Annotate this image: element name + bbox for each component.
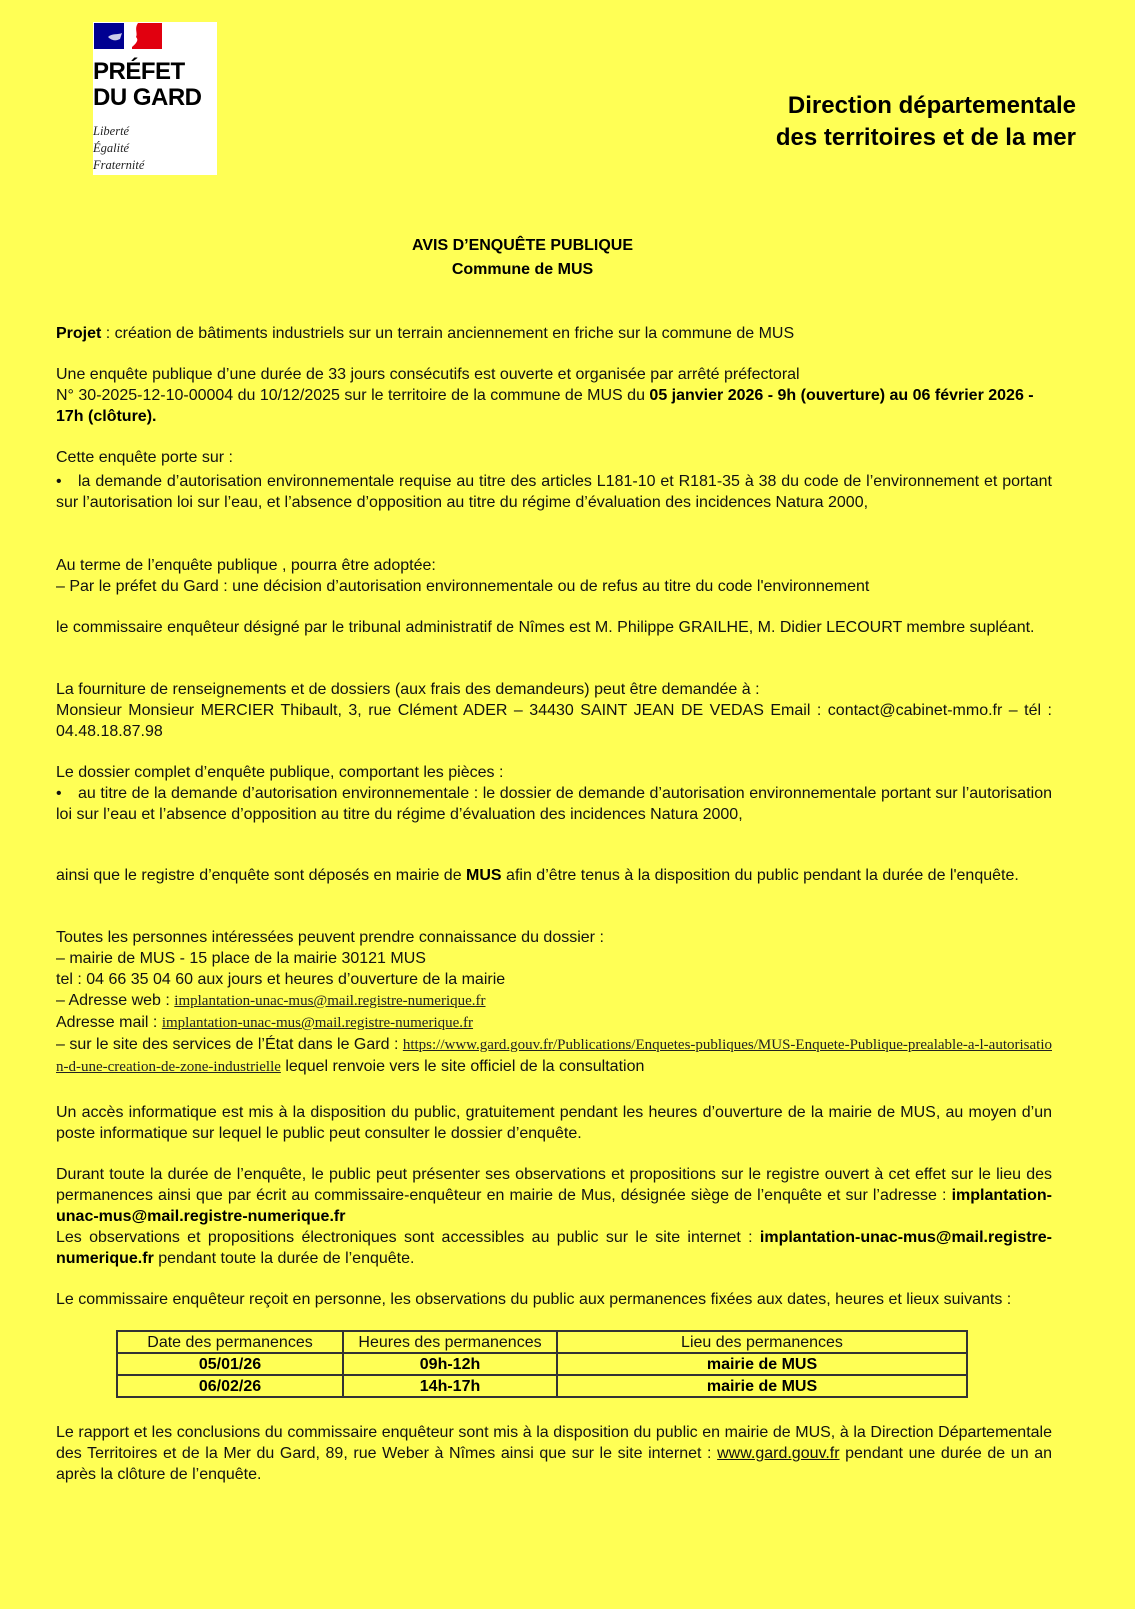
consultation-section xyxy=(56,927,1052,1078)
permanences-intro xyxy=(56,1289,1052,1310)
porte-section xyxy=(56,447,1052,513)
cell-heures: 09h-12h xyxy=(343,1353,557,1375)
fourniture-contact: Monsieur Monsieur MERCIER Thibault, 3, rue Clément ADER – 34430 SAINT JEAN DE VEDAS Email : contact@cabinet-mmo.fr – tél : 04.48.18.87.98 xyxy=(56,702,1052,740)
fourniture-section xyxy=(56,679,1052,742)
enquete-dates: 05 janvier 2026 - 9h (ouverture) au 06 février 2026 - 17h (clôture). xyxy=(56,387,1034,425)
consultation-mairie: – mairie de MUS - 15 place de la mairie 30121 MUS xyxy=(56,950,426,967)
terme-item: – Par le préfet du Gard : une décision d’autorisation environnementale ou de refus au titre du code l'environnement xyxy=(56,578,870,595)
cell-heures: 14h-17h xyxy=(343,1375,557,1397)
registre-before: ainsi que le registre d’enquête sont déposés en mairie de xyxy=(56,867,467,884)
rapport-after: pendant une durée de un an après la clôture de l’enquête. xyxy=(56,1445,1052,1483)
fourniture-intro: La fourniture de renseignements et de dossiers (aux frais des demandeurs) peut être demandée à : xyxy=(56,681,760,698)
dossier-section xyxy=(56,762,1052,825)
observations-text2: Les observations et propositions électroniques sont accessibles au public sur le site internet : xyxy=(56,1229,760,1246)
site-link[interactable]: https://www.gard.gouv.fr/Publications/Enquetes-publiques/MUS-Enquete-Publique-prealable-a-l-autorisation-d-une-creation-de-zone-industrielle xyxy=(56,1037,1052,1075)
table-row xyxy=(117,1375,967,1397)
porte-bullet: la demande d’autorisation environnementale requise au titre des articles L181-10 et R181-35 à 38 du code de l’environnement et portant sur l’autorisation loi sur l’eau, et l’absence d’opposition au titre du régime d’évaluation des incidences Natura 2000, xyxy=(56,473,1052,511)
permanences-table xyxy=(116,1330,968,1398)
observations-text1: Durant toute la durée de l’enquête, le public peut présenter ses observations et propositions sur le registre ouvert à cet effet sur le lieu des permanences ainsi que par écrit au commissaire-enquêteur en mairie de Mus, désignée siège de l’enquête et sur l’adresse : xyxy=(56,1166,1052,1204)
header-heures: Heures des permanences xyxy=(343,1331,557,1353)
observations-email1[interactable]: implantation-unac-mus@mail.registre-numerique.fr xyxy=(56,1187,1052,1225)
projet-label: Projet xyxy=(56,325,102,342)
rapport-text: Le rapport et les conclusions du commissaire enquêteur sont mis à la disposition du public en mairie de MUS, à la Direction Départementale des Territoires et de la Mer du Gard, 89, rue Weber à Nîmes ainsi que sur le site internet : xyxy=(56,1424,1052,1462)
enquete-line1: Une enquête publique d’une durée de 33 jours consécutifs est ouverte et organisée par arrêté préfectoral xyxy=(56,366,800,383)
rapport-paragraph xyxy=(56,1422,1052,1485)
cell-date: 05/01/26 xyxy=(117,1353,343,1375)
cell-lieu: mairie de MUS xyxy=(557,1375,967,1397)
marianne-flag-icon xyxy=(94,23,162,49)
motto-liberte: Liberté xyxy=(93,124,130,138)
observations-email2[interactable]: implantation-unac-mus@mail.registre-numerique.fr xyxy=(56,1229,1052,1267)
consultation-intro: Toutes les personnes intéressées peuvent prendre connaissance du dossier : xyxy=(56,929,604,946)
observations-text3: pendant toute la durée de l’enquête. xyxy=(153,1250,415,1267)
acces-text: Un accès informatique est mis à la disposition du public, gratuitement pendant les heures d’ouverture de la mairie de MUS, au moyen d’un poste informatique sur lequel le public peut consulter le dossier d’enquête. xyxy=(56,1104,1052,1142)
observations-section xyxy=(56,1164,1052,1269)
consultation-tel: tel : 04 66 35 04 60 aux jours et heures d’ouverture de la mairie xyxy=(56,971,506,988)
acces-paragraph xyxy=(56,1102,1052,1144)
mail-link[interactable]: implantation-unac-mus@mail.registre-numerique.fr xyxy=(161,1015,474,1031)
table-header-row xyxy=(117,1331,967,1353)
org-line1: Direction départementale xyxy=(787,92,1076,119)
registre-after: afin d’être tenus à la disposition du public pendant la durée de l'enquête. xyxy=(501,867,1019,884)
prefet-logo xyxy=(93,22,217,175)
porte-intro: Cette enquête porte sur : xyxy=(56,449,233,466)
table-row xyxy=(117,1353,967,1375)
commissaire-text: le commissaire enquêteur désigné par le tribunal administratif de Nîmes est M. Philippe GRAILHE, M. Didier LECOURT membre supléant. xyxy=(56,619,1035,636)
cell-date: 06/02/26 xyxy=(117,1375,343,1397)
motto-fraternite: Fraternité xyxy=(93,158,145,172)
web-label: – Adresse web : xyxy=(56,992,175,1009)
logo-line1: PRÉFET xyxy=(93,58,185,85)
organization-header xyxy=(776,90,1076,154)
mail-label: Adresse mail : xyxy=(56,1014,162,1031)
bullet-icon: • xyxy=(56,785,62,802)
header-lieu: Lieu des permanences xyxy=(557,1331,967,1353)
projet-text: : création de bâtiments industriels sur un terrain anciennement en friche sur la commune de MUS xyxy=(101,325,795,342)
registre-bold: MUS xyxy=(466,867,502,884)
registre-paragraph xyxy=(56,865,1052,886)
rapport-link[interactable]: www.gard.gouv.fr xyxy=(717,1445,840,1462)
dossier-bullet: au titre de la demande d’autorisation environnementale : le dossier de demande d’autorisation environnementale portant sur l’autorisation loi sur l’eau et l’absence d’opposition au titre du régime d’évaluation des incidences Natura 2000, xyxy=(56,785,1052,823)
notice-title: AVIS D’ENQUÊTE PUBLIQUE xyxy=(411,237,634,254)
header-date: Date des permanences xyxy=(117,1331,343,1353)
permanences-intro-text: Le commissaire enquêteur reçoit en personne, les observations du public aux permanences fixées aux dates, heures et lieux suivants : xyxy=(56,1291,1012,1308)
site-label: – sur le site des services de l’État dans le Gard : xyxy=(56,1036,403,1053)
bullet-icon: • xyxy=(56,473,62,490)
logo-line2: DU GARD xyxy=(93,84,202,111)
dossier-intro: Le dossier complet d’enquête publique, comportant les pièces : xyxy=(56,764,504,781)
enquete-paragraph xyxy=(56,364,1052,427)
web-link[interactable]: implantation-unac-mus@mail.registre-numerique.fr xyxy=(174,993,486,1009)
terme-section xyxy=(56,555,1052,597)
commissaire-paragraph xyxy=(56,617,1052,638)
org-line2: des territoires et de la mer xyxy=(775,124,1076,151)
enquete-line2: N° 30-2025-12-10-00004 du 10/12/2025 sur le territoire de la commune de MUS du xyxy=(56,387,650,404)
notice-subtitle: Commune de MUS xyxy=(451,261,594,278)
projet-paragraph xyxy=(56,323,1052,344)
site-after: lequel renvoie vers le site officiel de la consultation xyxy=(280,1058,645,1075)
cell-lieu: mairie de MUS xyxy=(557,1353,967,1375)
terme-intro: Au terme de l’enquête publique , pourra être adoptée: xyxy=(56,557,436,574)
motto-egalite: Égalité xyxy=(93,141,130,155)
